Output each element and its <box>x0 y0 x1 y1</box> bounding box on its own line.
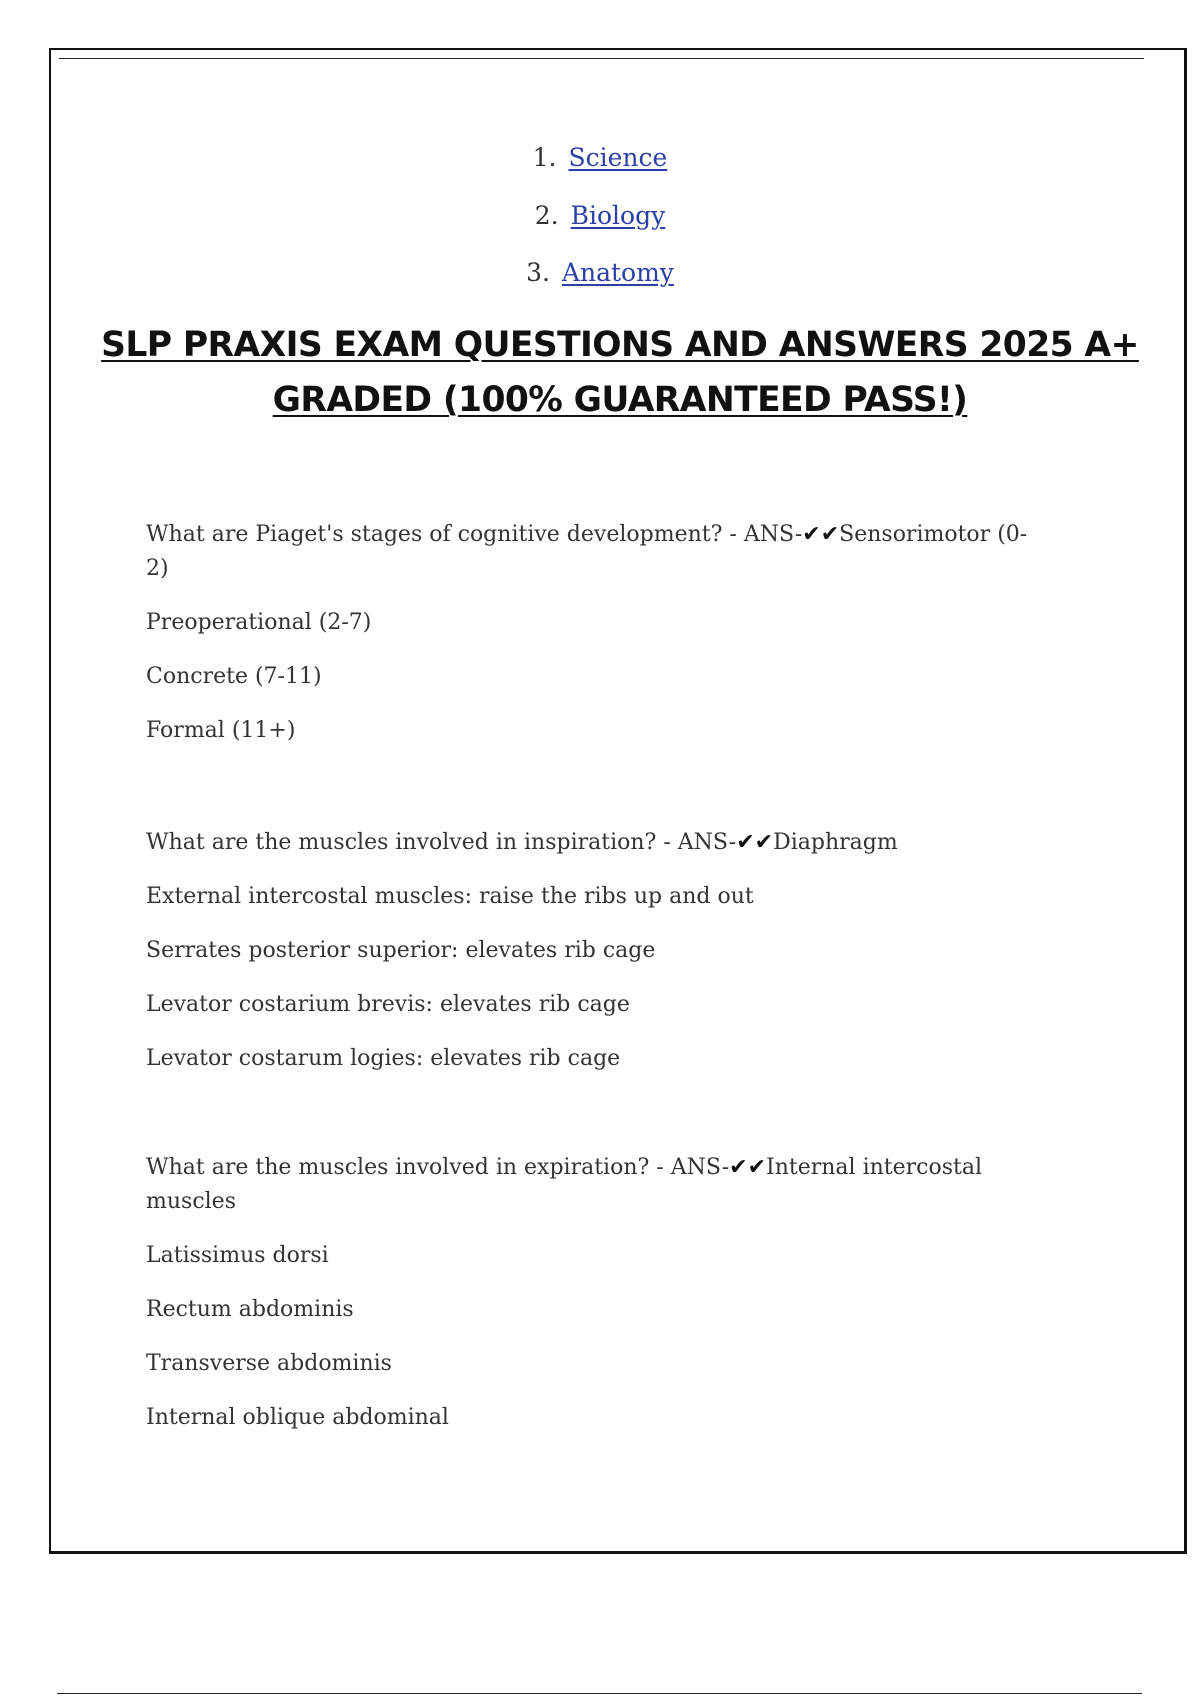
qa-block-piaget <box>146 518 1046 768</box>
breadcrumb-link-biology[interactable]: Biology <box>570 200 666 230</box>
answer-line: Preoperational (2-7) <box>146 610 372 635</box>
first-answer: Diaphragm <box>773 830 898 855</box>
qa-block-expiration <box>146 1151 1046 1455</box>
question-line <box>146 1151 1046 1219</box>
breadcrumb-item-science <box>0 140 1200 198</box>
answer-line: Concrete (7-11) <box>146 664 322 689</box>
first-answer: Sensorimotor (0-2) <box>146 522 1028 581</box>
answer-line: Transverse abdominis <box>146 1351 392 1376</box>
breadcrumb-number: 3. <box>526 258 550 287</box>
breadcrumb-number: 2. <box>534 200 559 230</box>
question-text: What are Piaget's stages of cognitive development? - ANS- <box>146 522 803 547</box>
answer-line: Formal (11+) <box>146 718 296 743</box>
question-line <box>146 826 1046 860</box>
breadcrumb-link-science[interactable]: Science <box>568 143 668 172</box>
breadcrumb-item-anatomy <box>0 255 1200 313</box>
first-answer: Internal intercostal muscles <box>146 1155 983 1214</box>
question-text: What are the muscles involved in expiration? - ANS- <box>146 1155 730 1180</box>
document-title: SLP PRAXIS EXAM QUESTIONS AND ANSWERS 2025 A+ GRADED (100% GUARANTEED PASS!) <box>101 325 1139 420</box>
top-rule <box>59 58 1144 59</box>
answer-line: Latissimus dorsi <box>146 1243 329 1268</box>
answer-line: Serrates posterior superior: elevates rib cage <box>146 938 656 963</box>
answer-line: Levator costarum logies: elevates rib cage <box>146 1046 621 1071</box>
breadcrumb-link-anatomy[interactable]: Anatomy <box>561 258 674 287</box>
qa-block-inspiration <box>146 826 1046 1096</box>
answer-line: External intercostal muscles: raise the ribs up and out <box>146 884 754 909</box>
question-line <box>146 518 1046 586</box>
breadcrumb-item-biology <box>0 198 1200 256</box>
question-text: What are the muscles involved in inspiration? - ANS- <box>146 830 737 855</box>
answer-line: Rectum abdominis <box>146 1297 354 1322</box>
check-marks-icon: ✔✔ <box>729 1155 767 1180</box>
answer-line: Internal oblique abdominal <box>146 1405 449 1430</box>
check-marks-icon: ✔✔ <box>802 522 840 547</box>
breadcrumb <box>0 140 1200 313</box>
bottom-rule <box>57 1693 1142 1694</box>
answer-line: Levator costarium brevis: elevates rib cage <box>146 992 630 1017</box>
breadcrumb-number: 1. <box>532 143 557 172</box>
check-marks-icon: ✔✔ <box>736 830 774 855</box>
